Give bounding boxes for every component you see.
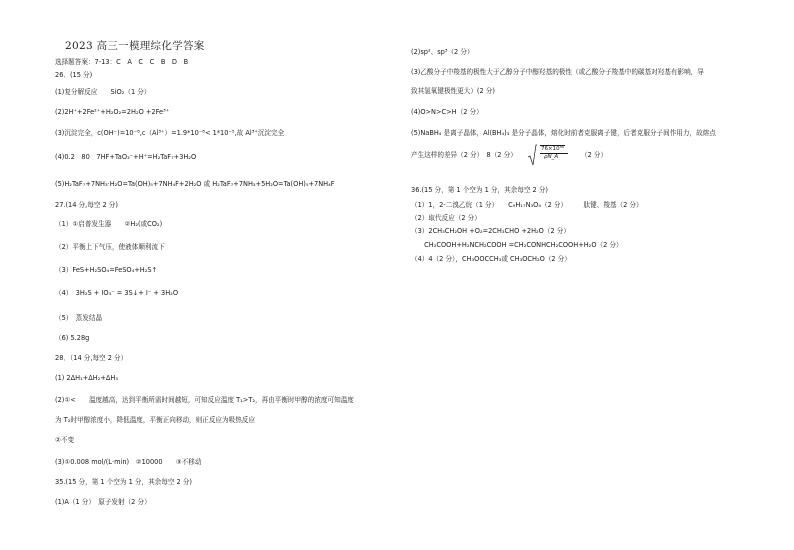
text-line: (1)复分解反应 SiO₂（1 分）: [55, 88, 151, 96]
text-line: 为 T₂时甲醇浓度小，降低温度，平衡正向移动，则正反应为吸热反应: [55, 416, 255, 424]
text-line: 产生这样的差异（2 分） 8（2 分）: [411, 151, 517, 159]
text-line: (4)O>N>C>H（2 分）: [411, 108, 483, 116]
radical-sign-icon: [528, 144, 537, 166]
text-line: (3)①0.008 mol/(L·min) ②10000 ③不移动: [55, 458, 202, 466]
text-line: （1）①启普发生器 ②H₂(或CO₂): [55, 220, 163, 228]
text-line: (5)H₂TaF₇+7NH₃·H₂O=Ta(OH)₅+7NH₄F+2H₂O 或 H₂TaF₇+7NH₃+5H₂O=Ta(OH)₅+7NH₄F: [55, 180, 335, 188]
text-line: 28．（14 分,每空 2 分）: [55, 354, 128, 362]
text-line: ②不变: [55, 436, 75, 444]
text-line: （4） 3H₂S + IO₃⁻ = 3S↓+ I⁻ + 3H₂O: [55, 289, 179, 297]
text-line: 36.(15 分，第 1 个空为 1 分，其余每空 2 分): [411, 186, 548, 194]
text-line: 致其氢氧键极性更大）(2 分): [411, 87, 495, 95]
text-line: (1) 2ΔH₁+ΔH₂+ΔH₃: [55, 374, 119, 382]
text-line: （2）平衡上下气压，使液体顺利流下: [55, 243, 165, 251]
text-line: （4）4（2 分），CH₃OOCCH₃或 CH₃OCH₂O（2 分）: [411, 255, 571, 263]
text-line: (2)2H⁺+2Fe²⁺+H₂O₂=2H₂O +2Fe³⁺: [55, 108, 170, 116]
text-line: （3）2CH₃CH₂OH +O₂=2CH₃CHO +2H₂O（2 分）: [411, 227, 570, 235]
text-line: (3)乙酸分子中羧基的极性大于乙醇分子中醇羟基的极性（或乙酸分子羧基中的碳基对羟基有影响，导: [411, 68, 704, 76]
text-line: 35.(15 分，第 1 个空为 1 分，其余每空 2 分): [55, 478, 192, 486]
text-line: （3）FeS+H₂SO₄=FeSO₄+H₂S↑: [55, 266, 158, 274]
text-line: 27.(14 分,每空 2 分): [55, 201, 118, 209]
text-line: (2)①< 温度越高，达到平衡所需时间越短，可知反应温度 T₁>T₂，再由平衡时甲醇的浓度可知温度: [55, 396, 354, 404]
text-line: （6) 5.28g: [55, 334, 90, 342]
formula-numerator: 76×10³⁰: [541, 146, 565, 152]
text-line: （2 分）: [581, 151, 608, 159]
text-line: (2)sp²、sp³（2 分）: [411, 48, 474, 56]
text-line: （1）1，2-二溴乙烷（1 分） C₉H₁₇N₃O₄（2 分） 肽键、羧基（2 分）: [411, 201, 643, 209]
text-line: (1)A（1 分） 原子发射（2 分）: [55, 498, 151, 506]
text-line: （5） 蒸发结晶: [55, 314, 103, 322]
text-line: （2）取代反应（2 分）: [411, 214, 481, 222]
text-line: (4)0.2 80 7HF+TaO₃⁻+H⁺=H₂TaF₇+3H₂O: [55, 153, 197, 161]
text-line: CH₂COOH+H₂NCH₂COOH =CH₂CONHCH₂COOH+H₂O（2 分）: [411, 241, 623, 249]
formula-denominator: ρN_A: [544, 154, 559, 160]
page-title: 2023 高三一模理综化学答案: [65, 40, 205, 52]
text-line: 选择题答案：7-13：C A C C B D B: [55, 58, 189, 66]
text-line: (3)沉淀完全，c(OH⁻)=10⁻⁸,c（Al³⁺）=1.9*10⁻⁸< 1*10⁻⁵,故 Al³⁺沉淀完全: [55, 129, 285, 137]
text-line: (5)NaBH₄ 是离子晶体，Al(BH₄)₃ 是分子晶体，熔化时前者克服离子键，后者克服分子间作用力，故熔点: [411, 129, 716, 137]
text-line: 26．(15 分): [55, 71, 93, 79]
